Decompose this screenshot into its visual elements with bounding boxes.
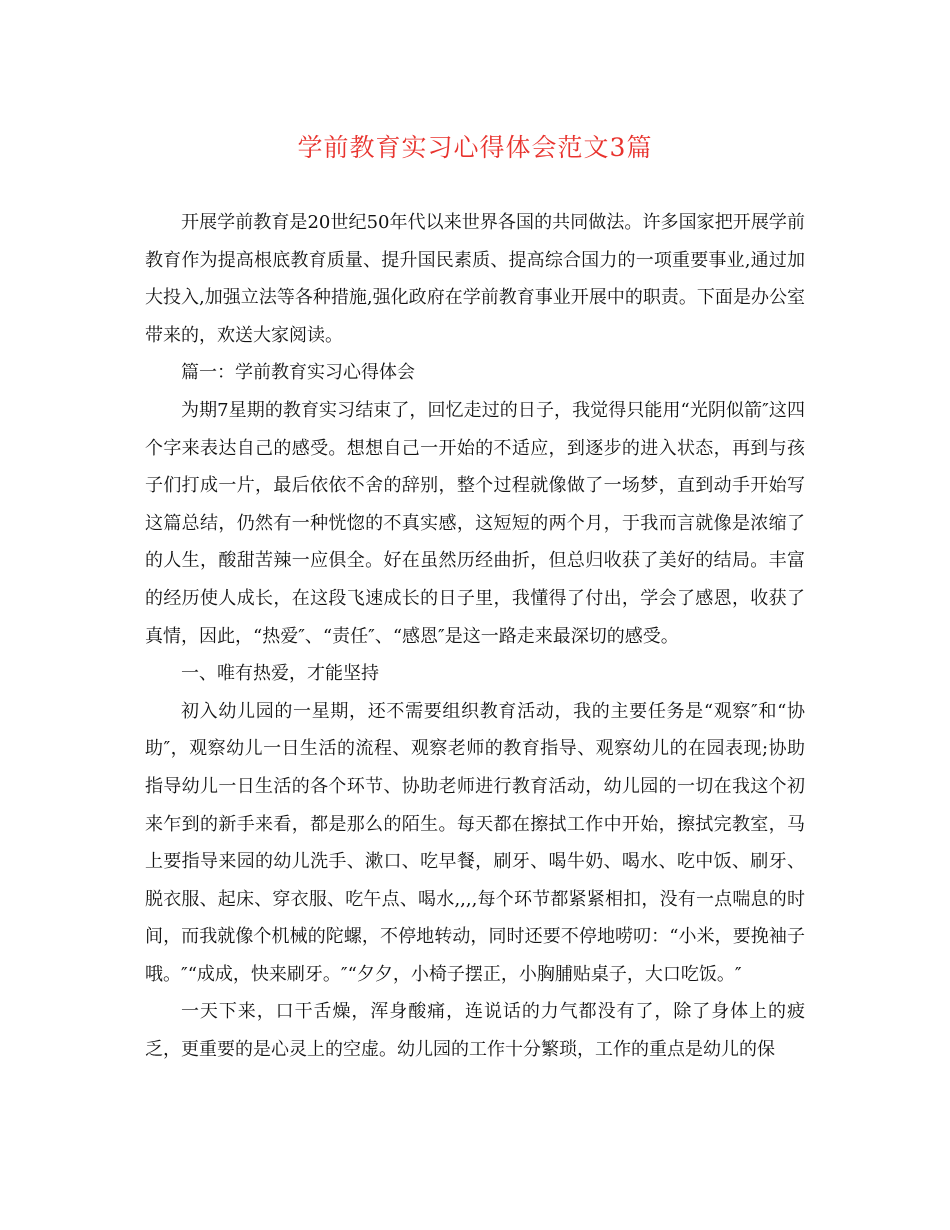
document-title: 学前教育实习心得体会范文3篇 (297, 133, 653, 162)
paragraph-first-week: 初入幼儿园的一星期，还不需要组织教育活动，我的主要任务是“观察″和“协助″，观察幼儿一日生活的流程、观察老师的教育指导、观察幼儿的在园表现;协助指导幼儿一日生活的各个环节、协助老师进行教育活动，幼儿园的一切在我这个初来乍到的新手来看，都是那么的陌生。每天都在擦拭工作中开始，擦拭完教室，马上要指导来园的幼儿洗手、漱口、吃早餐，刷牙、喝牛奶、喝水、吃中饭、刷牙、脱衣服、起床、穿衣服、吃午点、喝水,,,,每个环节都紧紧相扣，没有一点喘息的时间，而我就像个机械的陀螺，不停地转动，同时还要不停地唠叨：“小米，要挽袖子哦。″“成成，快来刷牙。″“夕夕，小椅子摆正，小胸脯贴桌子，大口吃饭。″ (145, 700, 805, 985)
paragraph-internship-summary: 为期7星期的教育实习结束了，回忆走过的日子，我觉得只能用“光阴似箭″这四个字来表达自己的感受。想想自己一开始的不适应，到逐步的进入状态，再到与孩子们打成一片，最后依依不舍的辞别，整个过程就像做了一场梦，直到动手开始写这篇总结，仍然有一种恍惚的不真实感，这短短的两个月，于我而言就像是浓缩了的人生，酸甜苦辣一应俱全。好在虽然历经曲折，但总归收获了美好的结局。丰富的经历使人成长，在这段飞速成长的日子里，我懂得了付出，学会了感恩，收获了真情，因此，“热爱″、“责任″、“感恩″是这一路走来最深切的感受。 (145, 399, 805, 647)
subsection-heading-love: 一、唯有热爱，才能坚持 (181, 663, 379, 685)
paragraph-day-end: 一天下来，口干舌燥，浑身酸痛，连说话的力气都没有了，除了身体上的疲乏，更重要的是心灵上的空虚。幼儿园的工作十分繁琐，工作的重点是幼儿的保 (145, 1001, 805, 1061)
document-body (145, 204, 805, 1069)
paragraph-intro: 开展学前教育是20世纪50年代以来世界各国的共同做法。许多国家把开展学前教育作为提高根底教育质量、提升国民素质、提高综合国力的一项重要事业,通过加大投入,加强立法等各种措施,强化政府在学前教育事业开展中的职责。下面是办公室带来的，欢送大家阅读。 (145, 212, 805, 346)
section-heading-part-one: 篇一：学前教育实习心得体会 (181, 362, 415, 384)
